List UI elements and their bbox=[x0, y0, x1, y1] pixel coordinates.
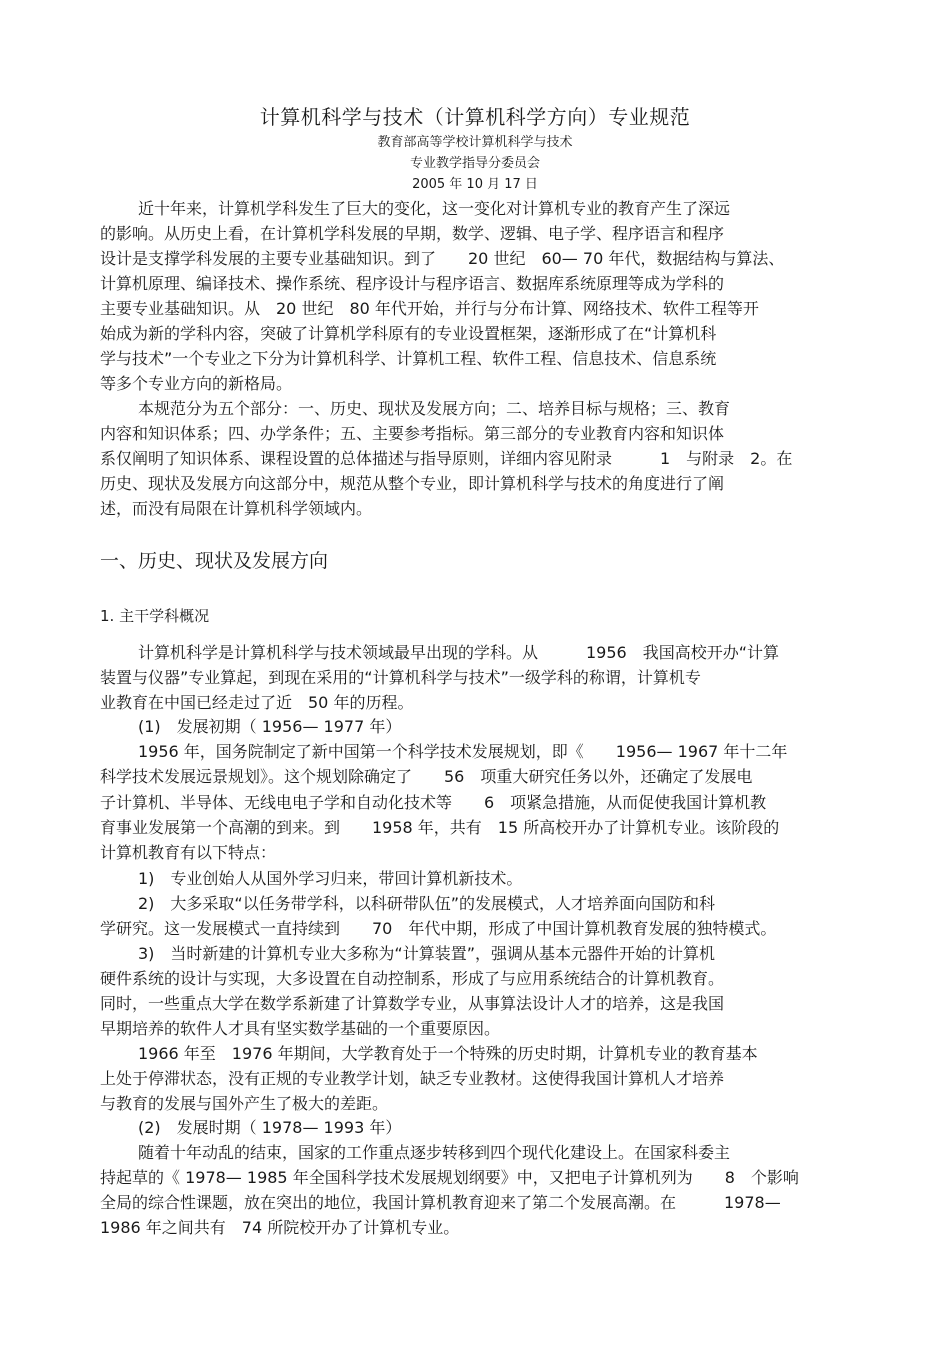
body-line: 计算机教育有以下特点： bbox=[100, 843, 277, 862]
intro-line: 述，而没有局限在计算机科学领域内。 bbox=[100, 499, 373, 518]
intro-line: 等多个专业方向的新格局。 bbox=[100, 374, 293, 393]
intro-line: 本规范分为五个部分：一、历史、现状及发展方向；二、培养目标与规格；三、教育 bbox=[138, 399, 731, 418]
body-line: 1986 年之间共有 74 所院校开办了计算机专业。 bbox=[100, 1218, 460, 1237]
body-line: 1) 专业创始人从国外学习归来，带回计算机新技术。 bbox=[138, 869, 523, 888]
body-line: 随着十年动乱的结束，国家的工作重点逐步转移到四个现代化建设上。在国家科委主 bbox=[138, 1143, 731, 1162]
intro-line: 始成为新的学科内容，突破了计算机学科原有的专业设置框架，逐渐形成了在“计算机科 bbox=[100, 324, 717, 343]
body-line: 持起草的《 1978— 1985 年全国科学技术发展规划纲要》中，又把电子计算机列为 8 个影响 bbox=[100, 1168, 799, 1187]
intro-line: 的影响。从历史上看，在计算机学科发展的早期，数学、逻辑、电子学、程序语言和程序 bbox=[100, 224, 725, 243]
body-line: 上处于停滞状态，没有正规的专业教学计划，缺乏专业教材。这使得我国计算机人才培养 bbox=[100, 1069, 725, 1088]
intro-line: 设计是支撑学科发展的主要专业基础知识。到了 20 世纪 60— 70 年代，数据结构与算法、 bbox=[100, 249, 785, 268]
body-line: 装置与仪器”专业算起，到现在采用的“计算机科学与技术”一级学科的称谓，计算机专 bbox=[100, 668, 701, 687]
body-line: 全局的综合性课题，放在突出的地位，我国计算机教育迎来了第二个发展高潮。在 1978— bbox=[100, 1193, 781, 1212]
body-line: 2) 大多采取“以任务带学科，以科研带队伍”的发展模式，人才培养面向国防和科 bbox=[138, 894, 716, 913]
body-line: 计算机科学是计算机科学与技术领域最早出现的学科。从 1956 我国高校开办“计算 bbox=[138, 643, 780, 662]
body-line: 硬件系统的设计与实现，大多设置在自动控制系，形成了与应用系统结合的计算机教育。 bbox=[100, 969, 725, 988]
document-date: 2005 年 10 月 17 日 bbox=[412, 177, 538, 192]
intro-line: 近十年来，计算机学科发生了巨大的变化，这一变化对计算机专业的教育产生了深远 bbox=[138, 199, 731, 218]
body-line: (2) 发展时期（ 1978— 1993 年） bbox=[138, 1118, 402, 1137]
body-line: 育事业发展第一个高潮的到来。到 1958 年，共有 15 所高校开办了计算机专业。该阶段的 bbox=[100, 818, 780, 837]
body-line: 1966 年至 1976 年期间，大学教育处于一个特殊的历史时期，计算机专业的教育基本 bbox=[138, 1044, 758, 1063]
body-line: 业教育在中国已经走过了近 50 年的历程。 bbox=[100, 693, 414, 712]
intro-line: 学与技术”一个专业之下分为计算机科学、计算机工程、软件工程、信息技术、信息系统 bbox=[100, 349, 717, 368]
intro-line: 内容和知识体系；四、办学条件；五、主要参考指标。第三部分的专业教育内容和知识体 bbox=[100, 424, 725, 443]
body-line: 同时，一些重点大学在数学系新建了计算数学专业，从事算法设计人才的培养，这是我国 bbox=[100, 994, 725, 1013]
intro-line: 主要专业基础知识。从 20 世纪 80 年代开始，并行与分布计算、网络技术、软件工程等开 bbox=[100, 299, 759, 318]
subsection-heading: 1. 主干学科概况 bbox=[100, 607, 210, 625]
intro-line: 计算机原理、编译技术、操作系统、程序设计与程序语言、数据库系统原理等成为学科的 bbox=[100, 274, 725, 293]
document-title: 计算机科学与技术（计算机科学方向）专业规范 bbox=[259, 105, 691, 129]
body-line: 子计算机、半导体、无线电电子学和自动化技术等 6 项紧急措施，从而促使我国计算机教 bbox=[100, 793, 767, 812]
issuing-organization: 教育部高等学校计算机科学与技术 bbox=[377, 135, 573, 150]
body-line: 1956 年，国务院制定了新中国第一个科学技术发展规划，即《 1956— 1967 年十二年 bbox=[138, 742, 788, 761]
body-line: 科学技术发展远景规划》。这个规划除确定了 56 项重大研究任务以外，还确定了发展电 bbox=[100, 767, 753, 786]
intro-line: 历史、现状及发展方向这部分中，规范从整个专业，即计算机科学与技术的角度进行了阐 bbox=[100, 474, 725, 493]
issuing-committee: 专业教学指导分委员会 bbox=[409, 156, 540, 171]
intro-line: 系仅阐明了知识体系、课程设置的总体描述与指导原则，详细内容见附录 1 与附录 2。在 bbox=[100, 449, 793, 468]
body-line: 早期培养的软件人才具有坚实数学基础的一个重要原因。 bbox=[100, 1019, 501, 1038]
section-heading: 一、历史、现状及发展方向 bbox=[100, 550, 329, 572]
body-line: 学研究。这一发展模式一直持续到 70 年代中期，形成了中国计算机教育发展的独特模式。 bbox=[100, 919, 777, 938]
body-line: (1) 发展初期（ 1956— 1977 年） bbox=[138, 717, 402, 736]
body-line: 与教育的发展与国外产生了极大的差距。 bbox=[100, 1094, 389, 1113]
body-line: 3) 当时新建的计算机专业大多称为“计算装置”，强调从基本元器件开始的计算机 bbox=[138, 944, 716, 963]
